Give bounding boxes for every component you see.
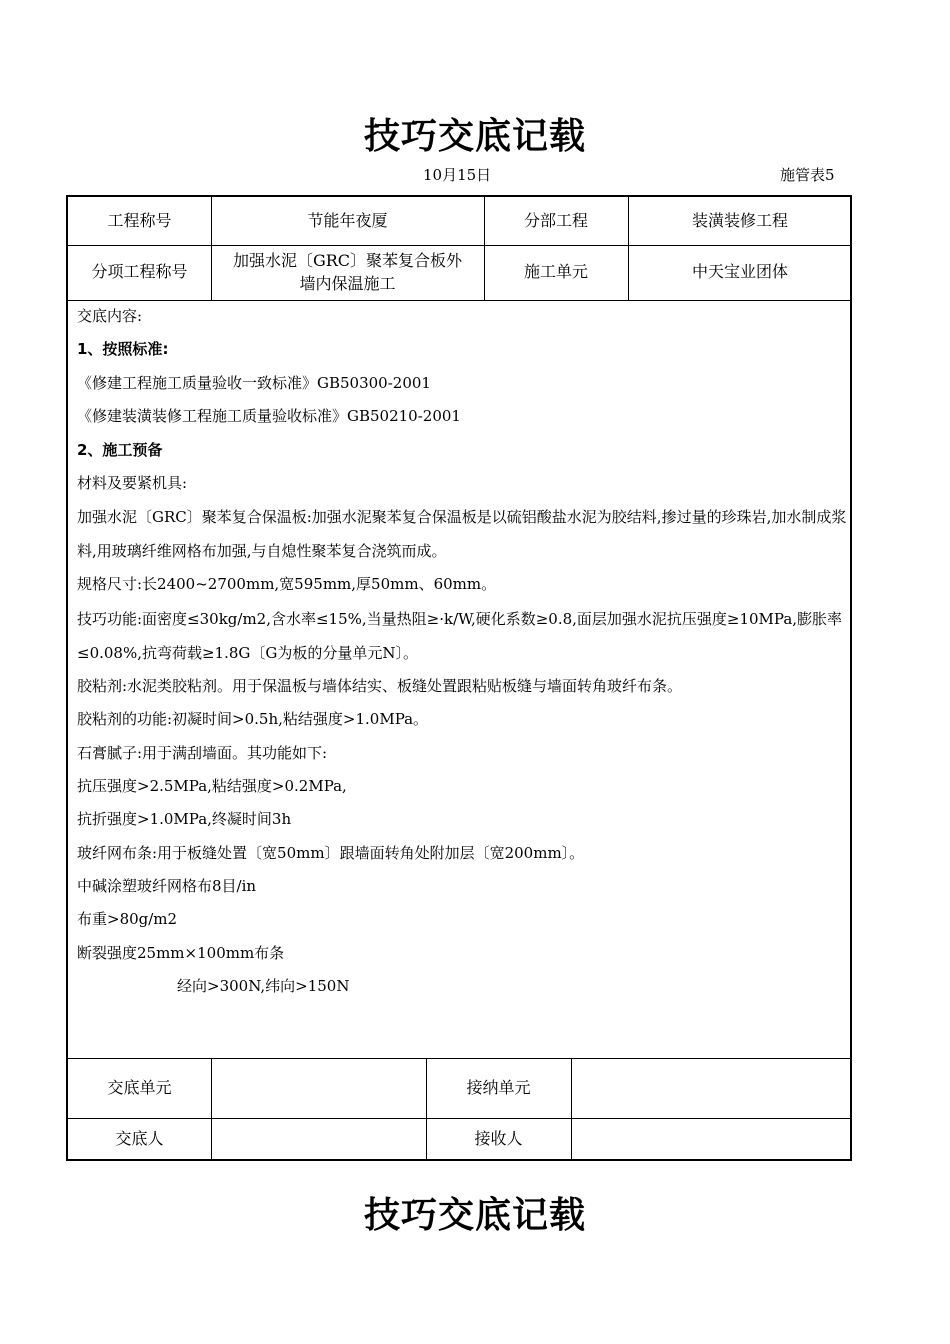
form-number: 施管表5 — [780, 166, 835, 184]
content-line: 抗压强度>2.5MPa,粘结强度>0.2MPa, — [77, 776, 347, 795]
content-line: 中碱涂塑玻纤网格布8目/in — [77, 877, 257, 896]
project-name-label: 工程称号 — [107, 210, 172, 230]
content-line: 玻纤网布条:用于板缝处置〔宽50mm〕跟墙面转角处附加层〔宽200mm〕。 — [77, 843, 585, 862]
subproject-label: 分项工程称号 — [91, 262, 188, 282]
disclosing-unit-value — [211, 1058, 426, 1118]
content-line: 布重>80g/m2 — [77, 910, 178, 929]
content-line: 技巧功能:面密度≤30kg/m2,含水率≤15%,当量热阻≥·k/W,硬化系数≥0.8,面层加强水泥抗压强度≥10MPa,膨胀率≤0.08%,抗弯荷载≥1.8G〔G为板的分量单元N〕。 — [77, 609, 843, 662]
content-line: 石膏腻子:用于满刮墙面。其功能如下: — [77, 743, 328, 762]
page-title-repeat: 技巧交底记载 — [363, 1195, 586, 1236]
content-line: 加强水泥〔GRC〕聚苯复合保温板:加强水泥聚苯复合保温板是以硫铝酸盐水泥为胶结料,掺过量的珍珠岩,加水制成浆料,用玻璃纤维网格布加强,与自熄性聚苯复合浇筑而成。 — [77, 508, 847, 561]
content-line: 《修建工程施工质量验收一致标准》GB50300-2001 — [77, 373, 431, 392]
content-line: 胶粘剂:水泥类胶粘剂。用于保温板与墙体结实、板缝处置跟粘贴板缝与墙面转角玻纤布条。 — [77, 676, 683, 695]
content-line: 经向>300N,纬向>150N — [177, 977, 350, 996]
content-line: 材料及要紧机具: — [77, 473, 188, 492]
record-date: 10月15日 — [423, 166, 492, 184]
content-line: 1、按照标准: — [77, 340, 169, 359]
discloser-label: 交底人 — [115, 1129, 164, 1149]
content-line: 2、施工预备 — [77, 440, 163, 459]
disclosure-content — [77, 300, 847, 1004]
project-name-value: 节能年夜厦 — [307, 210, 388, 230]
subproject-value: 加强水泥〔GRC〕聚苯复合板外墙内保温施工 — [232, 251, 463, 293]
content-line: 胶粘剂的功能:初凝时间>0.5h,粘结强度>1.0MPa。 — [77, 710, 429, 729]
content-line: 《修建装潢装修工程施工质量验收标准》GB50210-2001 — [77, 407, 461, 426]
content-line: 规格尺寸:长2400~2700mm,宽595mm,厚50mm、60mm。 — [77, 575, 497, 594]
page-title: 技巧交底记载 — [363, 116, 586, 157]
receiving-unit-value — [571, 1058, 852, 1118]
content-heading: 交底内容: — [77, 307, 143, 325]
receiver-value — [571, 1118, 852, 1161]
receiving-unit-label: 接纳单元 — [466, 1077, 531, 1097]
division-value: 装潢装修工程 — [691, 210, 788, 230]
disclosure-record-table — [66, 195, 852, 1161]
construction-unit-value: 中天宝业团体 — [691, 262, 788, 282]
division-label: 分部工程 — [523, 210, 588, 230]
construction-unit-label: 施工单元 — [523, 262, 588, 282]
content-line: 断裂强度25mm×100mm布条 — [77, 943, 285, 962]
receiver-label: 接收人 — [474, 1129, 523, 1149]
disclosing-unit-label: 交底单元 — [107, 1077, 172, 1097]
discloser-value — [211, 1118, 426, 1161]
content-line: 抗折强度>1.0MPa,终凝时间3h — [77, 810, 292, 829]
